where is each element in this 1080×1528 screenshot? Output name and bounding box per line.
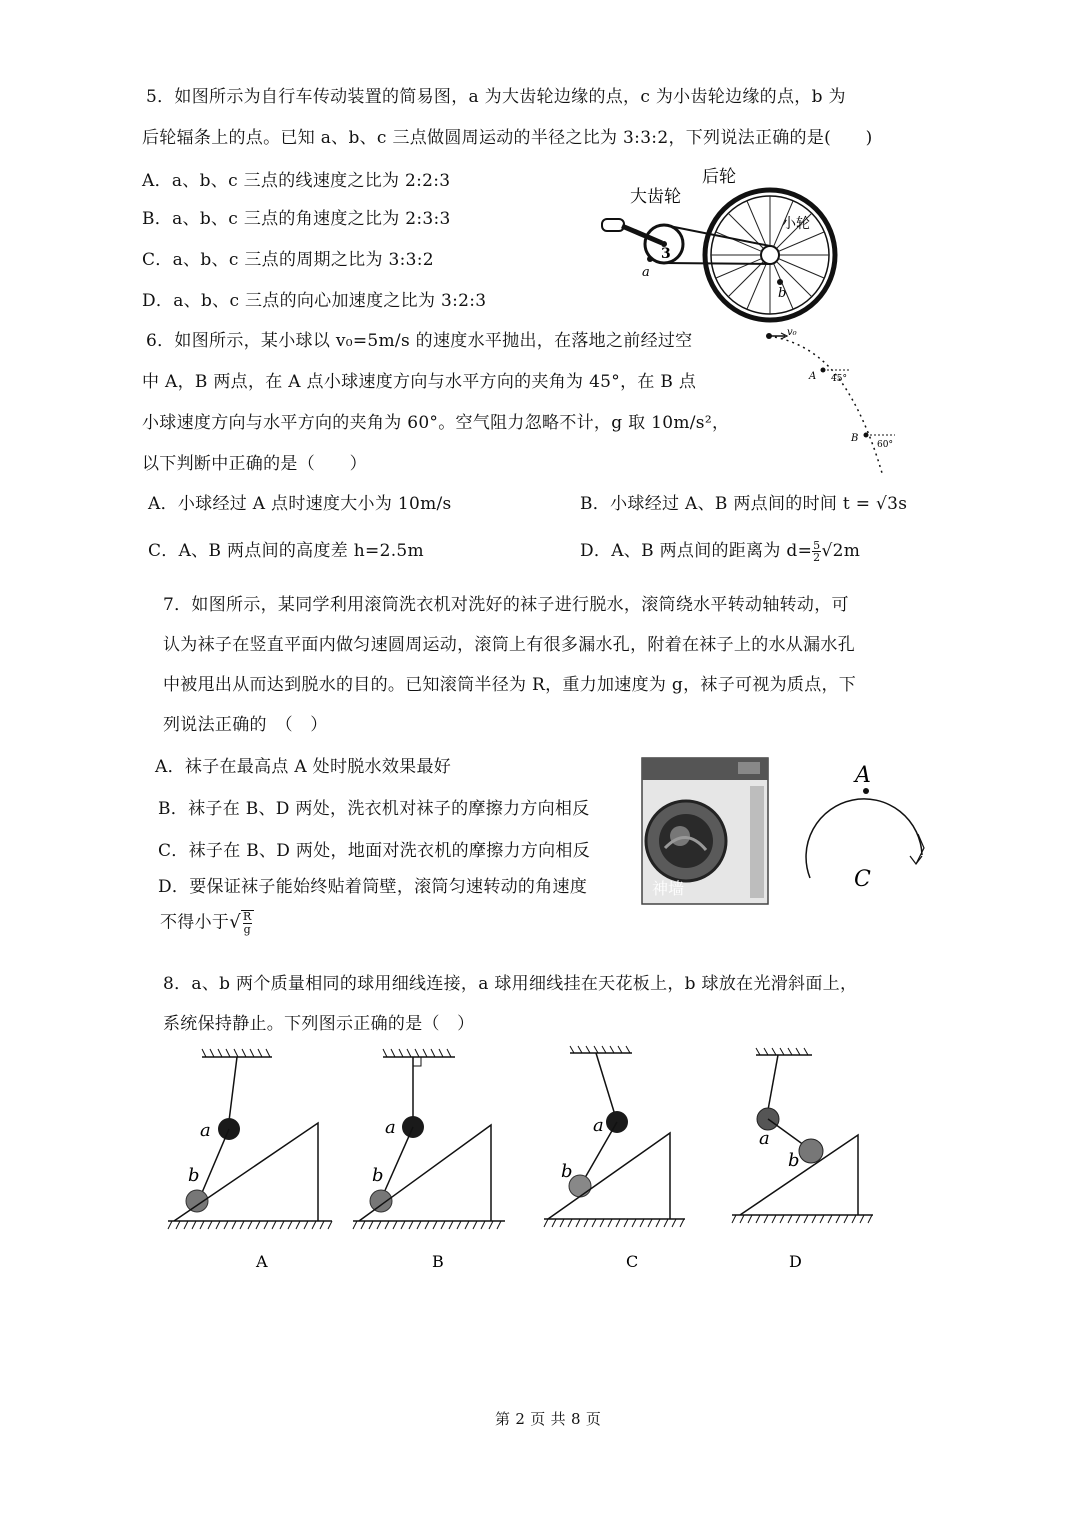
q8-panel-b — [345, 1045, 525, 1285]
washing-machine-figure — [640, 756, 775, 908]
q5-option-d: D．a、b、c 三点的向心加速度之比为 3:2:3 — [142, 291, 487, 311]
sqrt-numerator: R — [242, 910, 252, 923]
fraction-denominator: 2 — [813, 551, 821, 564]
q5-stem-line2: 后轮辐条上的点。已知 a、b、c 三点做圆周运动的半径之比为 3:3:2，下列说法正确的是( ) — [142, 128, 873, 148]
num3-label: 3 — [661, 246, 671, 262]
label-a: a — [593, 1115, 604, 1136]
angle-A-label: 45° — [831, 374, 847, 384]
q6-stem-line2: 中 A，B 两点，在 A 点小球速度方向与水平方向的夹角为 45°，在 B 点 — [142, 372, 697, 392]
q6-option-d-prefix: D．A、B 两点间的距离为 d= — [580, 541, 813, 561]
fraction-numerator: 5 — [813, 539, 821, 552]
bicycle-figure — [590, 155, 840, 325]
q7-stem-line2: 认为袜子在竖直平面内做匀速圆周运动，滚筒上有很多漏水孔，附着在袜子上的水从漏水孔 — [163, 635, 855, 655]
q6-stem-line3: 小球速度方向与水平方向的夹角为 60°。空气阻力忽略不计，g 取 10m/s²， — [142, 413, 730, 433]
panel-caption: B — [432, 1252, 444, 1271]
q7-option-b: B．袜子在 B、D 两处，洗衣机对袜子的摩擦力方向相反 — [158, 799, 590, 819]
point-B-label: B — [851, 433, 859, 444]
q5-option-b: B．a、b、c 三点的角速度之比为 2:3:3 — [142, 209, 451, 229]
sqrt-fraction — [241, 910, 254, 936]
q7-option-a: A．袜子在最高点 A 处时脱水效果最好 — [155, 757, 452, 777]
q8-stem-line1: 8．a、b 两个质量相同的球用细线连接，a 球用细线挂在天花板上，b 球放在光滑斜面上， — [163, 974, 858, 994]
label-b: b — [788, 1150, 800, 1171]
point-a-label: a — [642, 265, 650, 280]
panel-caption: A — [256, 1252, 268, 1271]
q8-panel-c — [540, 1045, 720, 1285]
point-b-dot — [777, 279, 783, 285]
sqrt-denominator: g — [243, 923, 251, 936]
page-footer: 第 2 页 共 8 页 — [495, 1410, 602, 1428]
q6-option-d — [580, 540, 860, 563]
q5-option-c: C．a、b、c 三点的周期之比为 3:3:2 — [142, 250, 434, 270]
right-angle-mark — [413, 1057, 421, 1066]
ball-b — [799, 1139, 823, 1163]
point-a-dot — [647, 256, 653, 262]
q7-stem-line1: 7．如图所示，某同学利用滚筒洗衣机对洗好的袜子进行脱水，滚筒绕水平转动轴转动，可 — [163, 595, 849, 615]
q7-stem-line3: 中被甩出从而达到脱水的目的。已知滚筒半径为 R，重力加速度为 g，袜子可视为质点，下 — [163, 675, 857, 695]
point-A-dot — [863, 788, 869, 794]
q5-stem-line1: 5．如图所示为自行车传动装置的简易图，a 为大齿轮边缘的点，c 为小齿轮边缘的点，b 为 — [146, 87, 846, 107]
label-a: a — [200, 1120, 211, 1141]
rear-wheel-label: 后轮 — [702, 167, 736, 187]
label-a: a — [385, 1117, 396, 1138]
panel-caption: C — [626, 1252, 639, 1271]
point-b-label: b — [778, 286, 787, 301]
projectile-figure — [745, 325, 915, 480]
label-a: a — [759, 1128, 770, 1149]
q6-option-a: A．小球经过 A 点时速度大小为 10m/s — [148, 494, 452, 514]
pedal — [602, 219, 624, 231]
drum-circle-figure — [800, 760, 940, 910]
q6-stem-line1: 6．如图所示，某小球以 v₀=5m/s 的速度水平抛出，在落地之前经过空 — [146, 331, 693, 351]
q5-option-a: A．a、b、c 三点的线速度之比为 2:2:3 — [142, 171, 451, 191]
label-b: b — [372, 1165, 384, 1186]
v0-label: v₀ — [787, 327, 797, 338]
small-gear-label: 小轮 — [782, 216, 810, 232]
q6-option-d-suffix: √2m — [821, 541, 861, 561]
q8-stem-line2: 系统保持静止。下列图示正确的是（ ） — [163, 1014, 475, 1034]
point-A-label: A — [809, 371, 817, 382]
big-gear-label: 大齿轮 — [630, 187, 681, 207]
q7-option-c: C．袜子在 B、D 两处，地面对洗衣机的摩擦力方向相反 — [158, 841, 591, 861]
q7-stem-line4: 列说法正确的 （ ） — [163, 715, 328, 735]
chain-bottom — [664, 263, 770, 264]
q8-panel-d — [728, 1045, 908, 1285]
string-ceiling-a — [768, 1055, 778, 1110]
ball-b — [370, 1190, 392, 1212]
trajectory — [769, 336, 882, 473]
string-ceiling-a — [596, 1053, 615, 1115]
angle-B-label: 60° — [877, 440, 893, 450]
q7-option-d-line2: 不得小于√ $\frac{R}{g}$ — [160, 910, 252, 936]
q6-stem-line4: 以下判断中正确的是（ ） — [142, 454, 367, 474]
incline — [740, 1135, 858, 1215]
label-b: b — [561, 1161, 573, 1182]
brand-label: 神墙 — [652, 879, 685, 898]
panel-caption: D — [789, 1252, 802, 1271]
q8-panel-a — [160, 1045, 340, 1285]
point-A-label: A — [855, 763, 871, 788]
point-C-label: C — [854, 867, 871, 892]
small-gear — [761, 246, 779, 264]
q7-option-d-line1: D．要保证袜子能始终贴着筒壁，滚筒匀速转动的角速度 — [158, 877, 588, 897]
q7-option-d-prefix: 不得小于 — [160, 912, 230, 933]
string-ceiling-a — [229, 1057, 237, 1121]
label-b: b — [188, 1165, 200, 1186]
q6-option-b: B．小球经过 A、B 两点间的时间 t = √3s — [580, 494, 908, 514]
q6-option-c: C．A、B 两点间的高度差 h=2.5m — [148, 541, 424, 561]
